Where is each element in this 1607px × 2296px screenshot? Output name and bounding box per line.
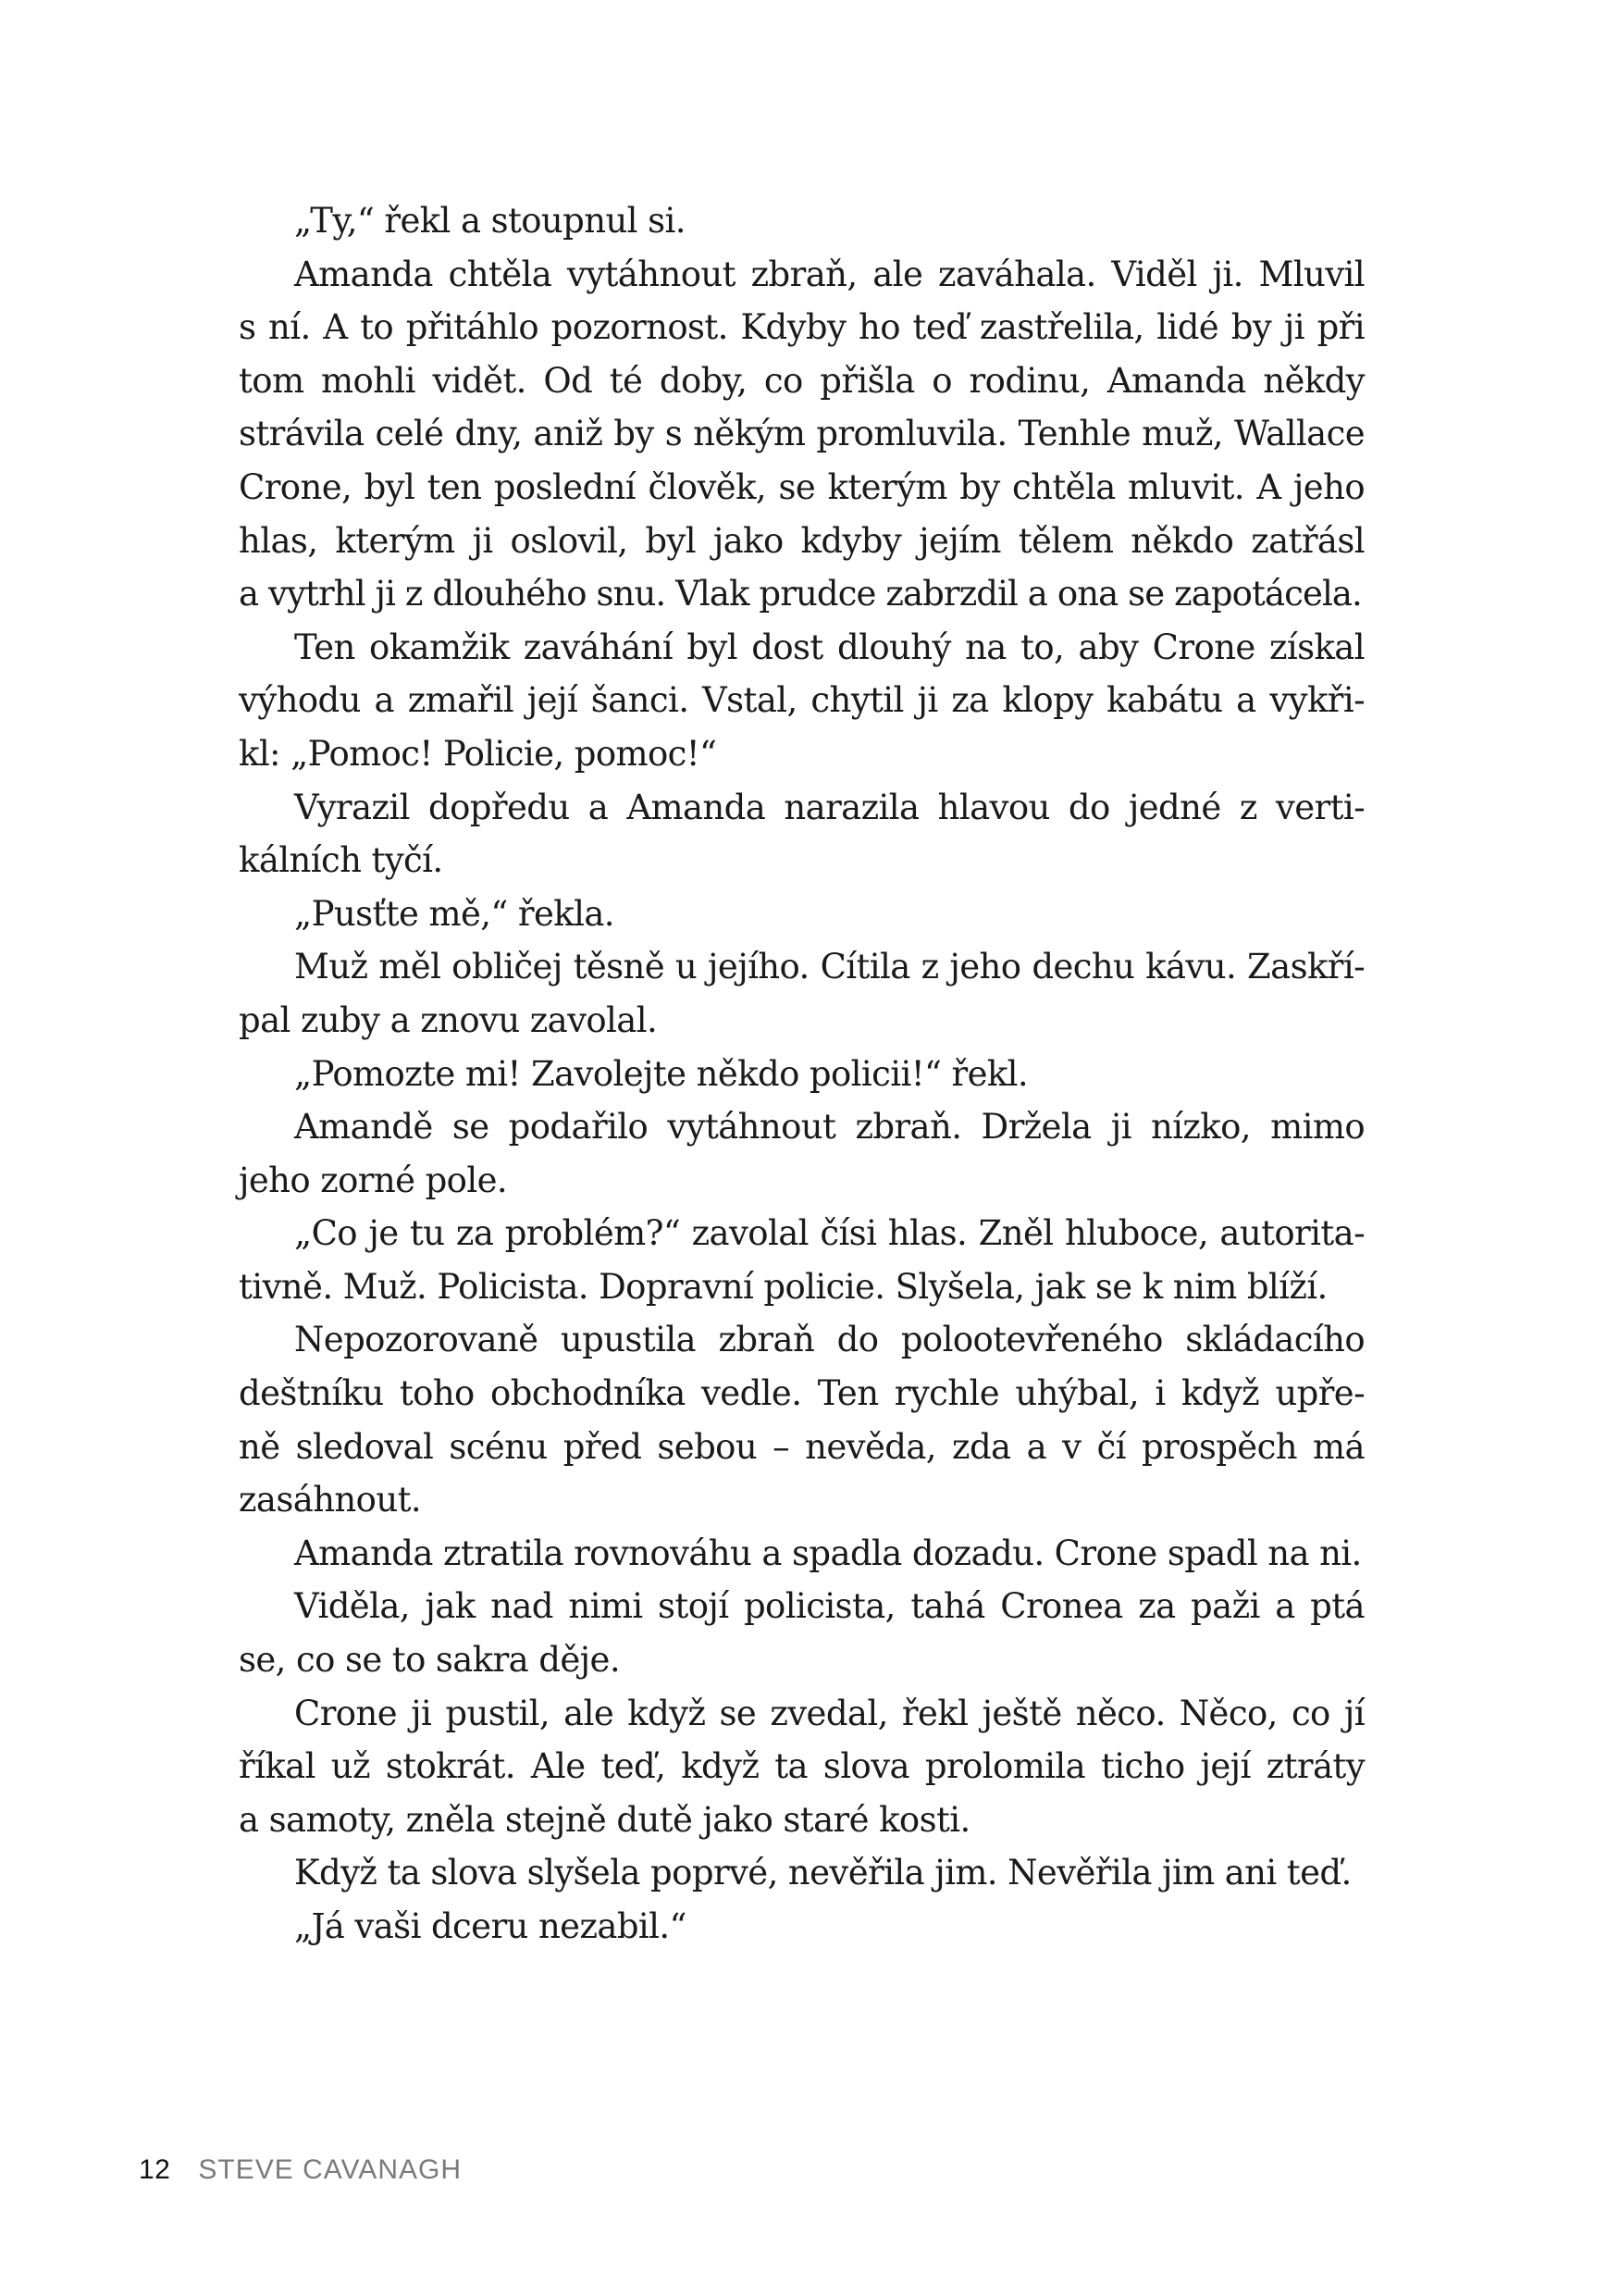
text-line: Ten okamžik zaváhání byl dost dlouhý na to, aby Crone získal [294,627,1365,667]
text-line: tom mohli vidět. Od té doby, co přišla o rodinu, Amanda někdy [239,360,1365,401]
paragraph [239,1900,1365,1954]
text-line: deštníku toho obchodníka vedle. Ten rychle uhýbal, i když upře- [239,1373,1365,1414]
text-line: „Pusťte mě,“ řekla. [294,893,614,934]
paragraph [239,887,1365,941]
text-line: zasáhnout. [239,1480,421,1520]
text-line: říkal už stokrát. Ale teď, když ta slova prolomila ticho její ztráty [239,1746,1365,1787]
paragraph [239,194,1365,248]
paragraph [239,940,1365,1047]
text-line: Crone ji pustil, ale když se zvedal, řekl ještě něco. Něco, co jí [294,1693,1365,1733]
text-line: pal zuby a znovu zavolal. [239,999,658,1040]
page-footer [139,2154,462,2186]
running-footer-author: STEVE CAVANAGH [198,2154,462,2185]
text-line: Vyrazil dopředu a Amanda narazila hlavou do jedné z verti- [294,787,1365,827]
paragraph [239,1207,1365,1313]
text-line: Když ta slova slyšela poprvé, nevěřila jim. Nevěřila jim ani teď. [294,1853,1352,1893]
paragraph [239,1846,1365,1900]
text-line: ně sledoval scénu před sebou – nevěda, zda a v čí prospěch má [239,1426,1365,1467]
text-line: jeho zorné pole. [239,1160,508,1200]
paragraph [239,248,1365,621]
text-line: „Já vaši dceru nezabil.“ [294,1906,686,1946]
text-line: a samoty, zněla stejně dutě jako staré kosti. [239,1799,970,1840]
text-line: tivně. Muž. Policista. Dopravní policie. Slyšela, jak se k nim blíží. [239,1266,1328,1307]
body-text [239,194,1365,1954]
text-line: Nepozorovaně upustila zbraň do polootevřeného skládacího [294,1320,1365,1360]
paragraph [239,1580,1365,1686]
page-number: 12 [139,2154,171,2185]
paragraph [239,1313,1365,1526]
text-line: kálních tyčí. [239,840,443,881]
paragraph [239,781,1365,887]
text-line: s ní. A to přitáhlo pozornost. Kdyby ho teď zastřelila, lidé by ji při [239,307,1365,348]
text-line: „Co je tu za problém?“ zavolal čísi hlas. Zněl hluboce, autorita- [294,1213,1365,1254]
text-line: Amanda chtěla vytáhnout zbraň, ale zaváhala. Viděl ji. Mluvil [294,254,1365,294]
text-line: strávila celé dny, aniž by s někým promluvila. Tenhle muž, Wallace [239,414,1365,454]
text-line: výhodu a zmařil její šanci. Vstal, chytil ji za klopy kabátu a vykři- [239,680,1365,721]
text-line: Viděla, jak nad nimi stojí policista, tahá Cronea za paži a ptá [294,1586,1365,1627]
text-line: hlas, kterým ji oslovil, byl jako kdyby jejím tělem někdo zatřásl [239,520,1365,561]
text-line: kl: „Pomoc! Policie, pomoc!“ [239,733,717,774]
paragraph [239,1687,1365,1847]
paragraph [239,1048,1365,1101]
text-line: „Pomozte mi! Zavolejte někdo policii!“ řekl. [294,1053,1029,1094]
text-line: Crone, byl ten poslední člověk, se kterým by chtěla mluvit. A jeho [239,466,1365,507]
text-line: „Ty,“ řekl a stoupnul si. [294,201,686,241]
paragraph [239,1100,1365,1207]
text-line: Amandě se podařilo vytáhnout zbraň. Držela ji nízko, mimo [294,1107,1365,1148]
paragraph [239,1527,1365,1581]
paragraph [239,621,1365,781]
text-line: se, co se to sakra děje. [239,1640,621,1681]
text-line: Muž měl obličej těsně u jejího. Cítila z jeho dechu kávu. Zaskří- [294,947,1365,987]
text-line: a vytrhl ji z dlouhého snu. Vlak prudce zabrzdil a ona se zapotácela. [239,574,1362,614]
text-line: Amanda ztratila rovnováhu a spadla dozadu. Crone spadl na ni. [294,1533,1362,1573]
